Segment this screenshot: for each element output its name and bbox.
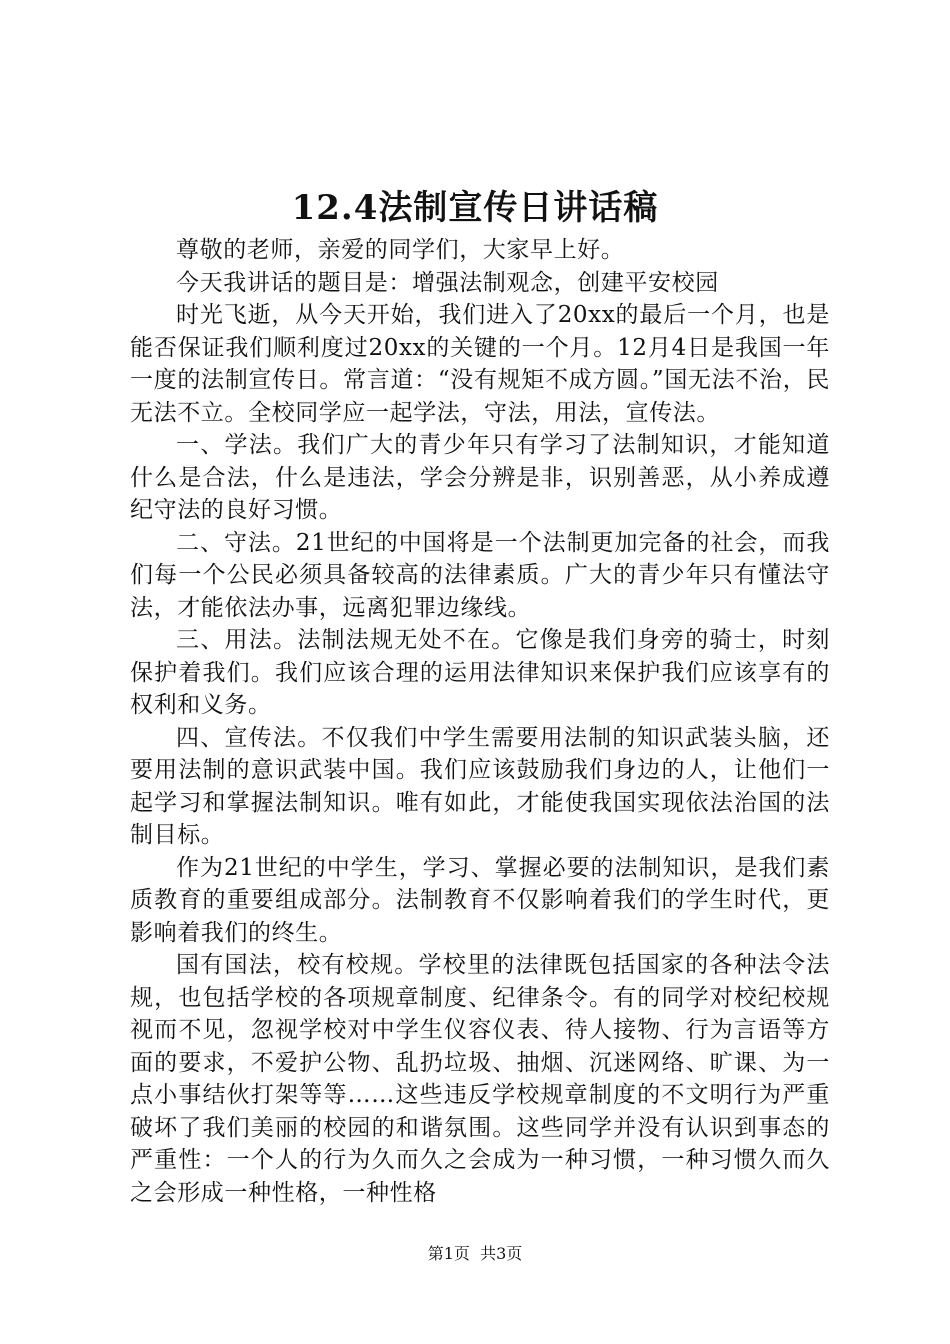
paragraph-student-role: 作为21世纪的中学生，学习、掌握必要的法制知识，是我们素质教育的重要组成部分。法制教育不仅影响着我们的学生时代，更影响着我们的终生。 [130, 854, 830, 946]
paragraph-topic: 今天我讲话的题目是：增强法制观念，创建平安校园 [176, 269, 719, 296]
paragraph-promote-law: 四、宣传法。不仅我们中学生需要用法制的知识武装头脑，还要用法制的意识武装中国。我们应该鼓励我们身边的人，让他们一起学习和掌握法制知识。唯有如此，才能使我国实现依法治国的法制目标。 [130, 724, 830, 848]
page-total: 共3页 [480, 1244, 523, 1263]
paragraph-school-rules: 国有国法，校有校规。学校里的法律既包括国家的各种法令法规，也包括学校的各项规章制度、纪律条令。有的同学对校纪校规视而不见，忽视学校对中学生仪容仪表、待人接物、行为言语等方面的要求，不爱护公物、乱扔垃圾、抽烟、沉迷网络、旷课、为一点小事结伙打架等等……这些违反学校规章制度的不文明行为严重破坏了我们美丽的校园的和谐氛围。这些同学并没有认识到事态的严重性：一个人的行为久而久之会成为一种习惯，一种习惯久而久之会形成一种性格，一种性格 [130, 952, 830, 1206]
paragraph-obey-law: 二、守法。21世纪的中国将是一个法制更加完备的社会，而我们每一个公民必须具备较高的法律素质。广大的青少年只有懂法守法，才能依法办事，远离犯罪边缘线。 [130, 529, 830, 621]
page-footer [0, 1244, 950, 1264]
paragraph-learn-law: 一、学法。我们广大的青少年只有学习了法制知识，才能知道什么是合法，什么是违法，学会分辨是非，识别善恶，从小养成遵纪守法的良好习惯。 [130, 432, 830, 523]
paragraph-intro: 时光飞逝，从今天开始，我们进入了20xx的最后一个月，也是能否保证我们顺利度过20xx的关键的一个月。12月4日是我国一年一度的法制宣传日。常言道：“没有规矩不成方圆。”国无法不治，民无法不立。全校同学应一起学法，守法，用法，宣传法。 [130, 302, 830, 426]
paragraph-greeting: 尊敬的老师，亲爱的同学们，大家早上好。 [176, 237, 625, 263]
paragraph-use-law: 三、用法。法制法规无处不在。它像是我们身旁的骑士，时刻保护着我们。我们应该合理的运用法律知识来保护我们应该享有的权利和义务。 [130, 627, 830, 718]
document-body [130, 234, 830, 1209]
page-title: 12.4法制宣传日讲话稿 [291, 188, 659, 228]
page-number: 第1页 [427, 1244, 470, 1263]
